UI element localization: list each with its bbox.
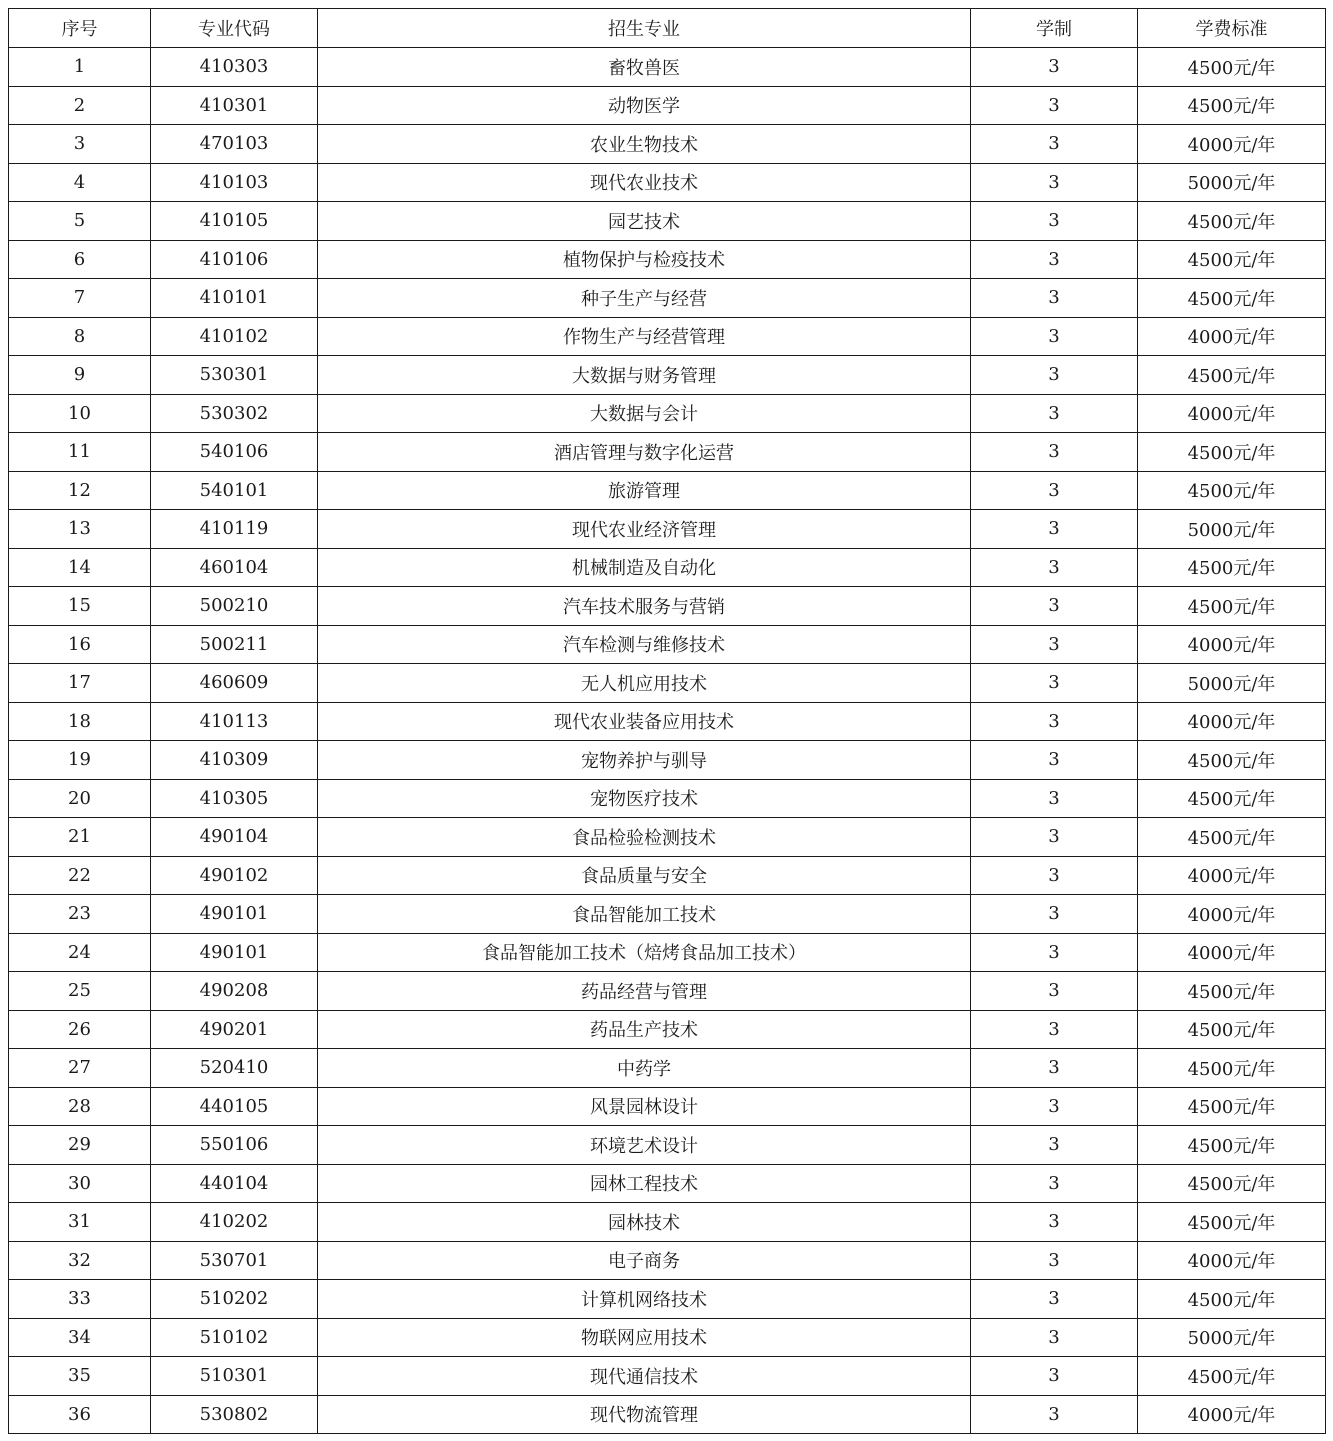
cell-years: 3 bbox=[971, 933, 1138, 972]
cell-fee: 4500元/年 bbox=[1138, 548, 1326, 587]
cell-seq: 14 bbox=[9, 548, 151, 587]
cell-years: 3 bbox=[971, 818, 1138, 857]
cell-seq: 19 bbox=[9, 741, 151, 780]
cell-seq: 3 bbox=[9, 125, 151, 164]
cell-major: 食品检验检测技术 bbox=[318, 818, 971, 857]
cell-code: 410305 bbox=[151, 779, 318, 818]
cell-fee: 4500元/年 bbox=[1138, 1357, 1326, 1396]
cell-years: 3 bbox=[971, 587, 1138, 626]
cell-fee: 4500元/年 bbox=[1138, 86, 1326, 125]
cell-code: 440105 bbox=[151, 1087, 318, 1126]
cell-major: 作物生产与经营管理 bbox=[318, 317, 971, 356]
cell-years: 3 bbox=[971, 1049, 1138, 1088]
cell-fee: 4500元/年 bbox=[1138, 433, 1326, 472]
cell-fee: 4500元/年 bbox=[1138, 972, 1326, 1011]
cell-code: 530802 bbox=[151, 1395, 318, 1434]
cell-years: 3 bbox=[971, 1087, 1138, 1126]
cell-fee: 4500元/年 bbox=[1138, 1049, 1326, 1088]
cell-fee: 4500元/年 bbox=[1138, 48, 1326, 87]
cell-code: 490208 bbox=[151, 972, 318, 1011]
cell-years: 3 bbox=[971, 895, 1138, 934]
cell-code: 410102 bbox=[151, 317, 318, 356]
cell-fee: 4500元/年 bbox=[1138, 240, 1326, 279]
table-header bbox=[9, 9, 1326, 48]
cell-seq: 13 bbox=[9, 510, 151, 549]
cell-code: 410301 bbox=[151, 86, 318, 125]
cell-years: 3 bbox=[971, 702, 1138, 741]
cell-fee: 4000元/年 bbox=[1138, 394, 1326, 433]
table-row bbox=[9, 356, 1326, 395]
cell-seq: 15 bbox=[9, 587, 151, 626]
cell-seq: 17 bbox=[9, 664, 151, 703]
cell-major: 现代农业技术 bbox=[318, 163, 971, 202]
cell-code: 470103 bbox=[151, 125, 318, 164]
cell-fee: 4500元/年 bbox=[1138, 1126, 1326, 1165]
table-row bbox=[9, 1010, 1326, 1049]
table-row bbox=[9, 1203, 1326, 1242]
cell-code: 530302 bbox=[151, 394, 318, 433]
cell-years: 3 bbox=[971, 1203, 1138, 1242]
cell-fee: 4500元/年 bbox=[1138, 279, 1326, 318]
cell-seq: 12 bbox=[9, 471, 151, 510]
cell-seq: 22 bbox=[9, 856, 151, 895]
cell-years: 3 bbox=[971, 510, 1138, 549]
cell-major: 园林技术 bbox=[318, 1203, 971, 1242]
cell-code: 490101 bbox=[151, 933, 318, 972]
cell-seq: 11 bbox=[9, 433, 151, 472]
cell-code: 530301 bbox=[151, 356, 318, 395]
cell-fee: 4000元/年 bbox=[1138, 125, 1326, 164]
table-row bbox=[9, 1241, 1326, 1280]
cell-seq: 30 bbox=[9, 1164, 151, 1203]
cell-major: 畜牧兽医 bbox=[318, 48, 971, 87]
table-row bbox=[9, 1357, 1326, 1396]
cell-major: 食品智能加工技术（焙烤食品加工技术） bbox=[318, 933, 971, 972]
cell-major: 园林工程技术 bbox=[318, 1164, 971, 1203]
table-row bbox=[9, 1126, 1326, 1165]
cell-code: 510202 bbox=[151, 1280, 318, 1319]
cell-seq: 25 bbox=[9, 972, 151, 1011]
cell-fee: 4000元/年 bbox=[1138, 625, 1326, 664]
cell-years: 3 bbox=[971, 240, 1138, 279]
cell-code: 540106 bbox=[151, 433, 318, 472]
header-years: 学制 bbox=[971, 9, 1138, 48]
cell-major: 旅游管理 bbox=[318, 471, 971, 510]
cell-years: 3 bbox=[971, 471, 1138, 510]
header-row bbox=[9, 9, 1326, 48]
cell-years: 3 bbox=[971, 1318, 1138, 1357]
cell-seq: 8 bbox=[9, 317, 151, 356]
cell-major: 农业生物技术 bbox=[318, 125, 971, 164]
cell-seq: 35 bbox=[9, 1357, 151, 1396]
cell-major: 现代物流管理 bbox=[318, 1395, 971, 1434]
cell-seq: 6 bbox=[9, 240, 151, 279]
cell-fee: 4500元/年 bbox=[1138, 818, 1326, 857]
table-row bbox=[9, 1280, 1326, 1319]
cell-code: 410113 bbox=[151, 702, 318, 741]
table-row bbox=[9, 779, 1326, 818]
cell-major: 动物医学 bbox=[318, 86, 971, 125]
cell-code: 550106 bbox=[151, 1126, 318, 1165]
table-row bbox=[9, 741, 1326, 780]
cell-major: 植物保护与检疫技术 bbox=[318, 240, 971, 279]
cell-major: 食品质量与安全 bbox=[318, 856, 971, 895]
cell-fee: 4000元/年 bbox=[1138, 933, 1326, 972]
cell-seq: 34 bbox=[9, 1318, 151, 1357]
header-fee: 学费标准 bbox=[1138, 9, 1326, 48]
table-row bbox=[9, 625, 1326, 664]
cell-seq: 16 bbox=[9, 625, 151, 664]
cell-fee: 4500元/年 bbox=[1138, 1010, 1326, 1049]
header-code: 专业代码 bbox=[151, 9, 318, 48]
cell-code: 530701 bbox=[151, 1241, 318, 1280]
cell-code: 510102 bbox=[151, 1318, 318, 1357]
cell-years: 3 bbox=[971, 1126, 1138, 1165]
table-row bbox=[9, 433, 1326, 472]
cell-seq: 10 bbox=[9, 394, 151, 433]
cell-years: 3 bbox=[971, 86, 1138, 125]
cell-years: 3 bbox=[971, 163, 1138, 202]
cell-major: 风景园林设计 bbox=[318, 1087, 971, 1126]
table-row bbox=[9, 1318, 1326, 1357]
cell-years: 3 bbox=[971, 279, 1138, 318]
cell-code: 460104 bbox=[151, 548, 318, 587]
cell-seq: 26 bbox=[9, 1010, 151, 1049]
table-row bbox=[9, 48, 1326, 87]
cell-fee: 4000元/年 bbox=[1138, 1241, 1326, 1280]
header-seq: 序号 bbox=[9, 9, 151, 48]
cell-years: 3 bbox=[971, 1241, 1138, 1280]
cell-major: 计算机网络技术 bbox=[318, 1280, 971, 1319]
cell-fee: 4500元/年 bbox=[1138, 202, 1326, 241]
cell-code: 500210 bbox=[151, 587, 318, 626]
cell-seq: 21 bbox=[9, 818, 151, 857]
cell-code: 510301 bbox=[151, 1357, 318, 1396]
cell-seq: 28 bbox=[9, 1087, 151, 1126]
cell-major: 现代农业装备应用技术 bbox=[318, 702, 971, 741]
cell-code: 460609 bbox=[151, 664, 318, 703]
cell-major: 宠物养护与驯导 bbox=[318, 741, 971, 780]
cell-years: 3 bbox=[971, 972, 1138, 1011]
cell-fee: 4500元/年 bbox=[1138, 471, 1326, 510]
tuition-table bbox=[8, 8, 1326, 1434]
cell-seq: 18 bbox=[9, 702, 151, 741]
table-row bbox=[9, 972, 1326, 1011]
cell-years: 3 bbox=[971, 856, 1138, 895]
cell-major: 种子生产与经营 bbox=[318, 279, 971, 318]
cell-major: 大数据与会计 bbox=[318, 394, 971, 433]
cell-years: 3 bbox=[971, 1395, 1138, 1434]
header-major: 招生专业 bbox=[318, 9, 971, 48]
table-row bbox=[9, 510, 1326, 549]
cell-seq: 4 bbox=[9, 163, 151, 202]
cell-years: 3 bbox=[971, 356, 1138, 395]
cell-seq: 31 bbox=[9, 1203, 151, 1242]
table-row bbox=[9, 240, 1326, 279]
cell-major: 环境艺术设计 bbox=[318, 1126, 971, 1165]
cell-seq: 32 bbox=[9, 1241, 151, 1280]
cell-major: 现代通信技术 bbox=[318, 1357, 971, 1396]
table-row bbox=[9, 818, 1326, 857]
cell-years: 3 bbox=[971, 125, 1138, 164]
table-row bbox=[9, 86, 1326, 125]
cell-code: 500211 bbox=[151, 625, 318, 664]
cell-major: 中药学 bbox=[318, 1049, 971, 1088]
cell-fee: 5000元/年 bbox=[1138, 1318, 1326, 1357]
cell-seq: 36 bbox=[9, 1395, 151, 1434]
cell-seq: 33 bbox=[9, 1280, 151, 1319]
table-body bbox=[9, 48, 1326, 1434]
cell-code: 490104 bbox=[151, 818, 318, 857]
cell-years: 3 bbox=[971, 433, 1138, 472]
table-row bbox=[9, 394, 1326, 433]
table-row bbox=[9, 1164, 1326, 1203]
cell-major: 食品智能加工技术 bbox=[318, 895, 971, 934]
cell-years: 3 bbox=[971, 394, 1138, 433]
cell-fee: 5000元/年 bbox=[1138, 510, 1326, 549]
cell-seq: 20 bbox=[9, 779, 151, 818]
cell-major: 药品生产技术 bbox=[318, 1010, 971, 1049]
cell-seq: 7 bbox=[9, 279, 151, 318]
cell-fee: 4500元/年 bbox=[1138, 741, 1326, 780]
cell-years: 3 bbox=[971, 548, 1138, 587]
table-row bbox=[9, 163, 1326, 202]
cell-code: 410101 bbox=[151, 279, 318, 318]
cell-fee: 4000元/年 bbox=[1138, 702, 1326, 741]
cell-code: 410103 bbox=[151, 163, 318, 202]
table-row bbox=[9, 1087, 1326, 1126]
cell-seq: 2 bbox=[9, 86, 151, 125]
cell-code: 490201 bbox=[151, 1010, 318, 1049]
cell-code: 410105 bbox=[151, 202, 318, 241]
cell-fee: 4000元/年 bbox=[1138, 317, 1326, 356]
cell-code: 410106 bbox=[151, 240, 318, 279]
cell-major: 汽车检测与维修技术 bbox=[318, 625, 971, 664]
cell-major: 园艺技术 bbox=[318, 202, 971, 241]
cell-years: 3 bbox=[971, 317, 1138, 356]
cell-code: 410202 bbox=[151, 1203, 318, 1242]
cell-years: 3 bbox=[971, 1280, 1138, 1319]
table-row bbox=[9, 202, 1326, 241]
table-row bbox=[9, 856, 1326, 895]
cell-fee: 4500元/年 bbox=[1138, 779, 1326, 818]
cell-years: 3 bbox=[971, 1164, 1138, 1203]
cell-years: 3 bbox=[971, 779, 1138, 818]
table-row bbox=[9, 587, 1326, 626]
cell-fee: 4000元/年 bbox=[1138, 895, 1326, 934]
cell-fee: 5000元/年 bbox=[1138, 664, 1326, 703]
cell-years: 3 bbox=[971, 1010, 1138, 1049]
cell-fee: 4500元/年 bbox=[1138, 587, 1326, 626]
cell-code: 410119 bbox=[151, 510, 318, 549]
table-row bbox=[9, 933, 1326, 972]
cell-code: 410309 bbox=[151, 741, 318, 780]
cell-fee: 5000元/年 bbox=[1138, 163, 1326, 202]
cell-major: 汽车技术服务与营销 bbox=[318, 587, 971, 626]
cell-major: 机械制造及自动化 bbox=[318, 548, 971, 587]
cell-major: 电子商务 bbox=[318, 1241, 971, 1280]
cell-major: 大数据与财务管理 bbox=[318, 356, 971, 395]
table-row bbox=[9, 1049, 1326, 1088]
cell-code: 490101 bbox=[151, 895, 318, 934]
cell-years: 3 bbox=[971, 741, 1138, 780]
cell-fee: 4500元/年 bbox=[1138, 1087, 1326, 1126]
cell-major: 酒店管理与数字化运营 bbox=[318, 433, 971, 472]
cell-seq: 29 bbox=[9, 1126, 151, 1165]
table-row bbox=[9, 895, 1326, 934]
cell-seq: 24 bbox=[9, 933, 151, 972]
cell-major: 宠物医疗技术 bbox=[318, 779, 971, 818]
cell-fee: 4500元/年 bbox=[1138, 1203, 1326, 1242]
cell-fee: 4500元/年 bbox=[1138, 356, 1326, 395]
cell-code: 520410 bbox=[151, 1049, 318, 1088]
table-row bbox=[9, 664, 1326, 703]
table-row bbox=[9, 702, 1326, 741]
table-row bbox=[9, 125, 1326, 164]
cell-fee: 4000元/年 bbox=[1138, 856, 1326, 895]
table-row bbox=[9, 548, 1326, 587]
cell-major: 物联网应用技术 bbox=[318, 1318, 971, 1357]
cell-fee: 4500元/年 bbox=[1138, 1164, 1326, 1203]
cell-major: 药品经营与管理 bbox=[318, 972, 971, 1011]
cell-years: 3 bbox=[971, 625, 1138, 664]
table-row bbox=[9, 317, 1326, 356]
cell-seq: 23 bbox=[9, 895, 151, 934]
cell-code: 540101 bbox=[151, 471, 318, 510]
cell-years: 3 bbox=[971, 664, 1138, 703]
cell-code: 490102 bbox=[151, 856, 318, 895]
cell-seq: 5 bbox=[9, 202, 151, 241]
cell-fee: 4000元/年 bbox=[1138, 1395, 1326, 1434]
cell-years: 3 bbox=[971, 202, 1138, 241]
cell-fee: 4500元/年 bbox=[1138, 1280, 1326, 1319]
cell-code: 440104 bbox=[151, 1164, 318, 1203]
cell-years: 3 bbox=[971, 1357, 1138, 1396]
cell-years: 3 bbox=[971, 48, 1138, 87]
table-row bbox=[9, 1395, 1326, 1434]
cell-seq: 27 bbox=[9, 1049, 151, 1088]
table-row bbox=[9, 471, 1326, 510]
cell-code: 410303 bbox=[151, 48, 318, 87]
cell-seq: 9 bbox=[9, 356, 151, 395]
cell-seq: 1 bbox=[9, 48, 151, 87]
cell-major: 无人机应用技术 bbox=[318, 664, 971, 703]
table-row bbox=[9, 279, 1326, 318]
cell-major: 现代农业经济管理 bbox=[318, 510, 971, 549]
